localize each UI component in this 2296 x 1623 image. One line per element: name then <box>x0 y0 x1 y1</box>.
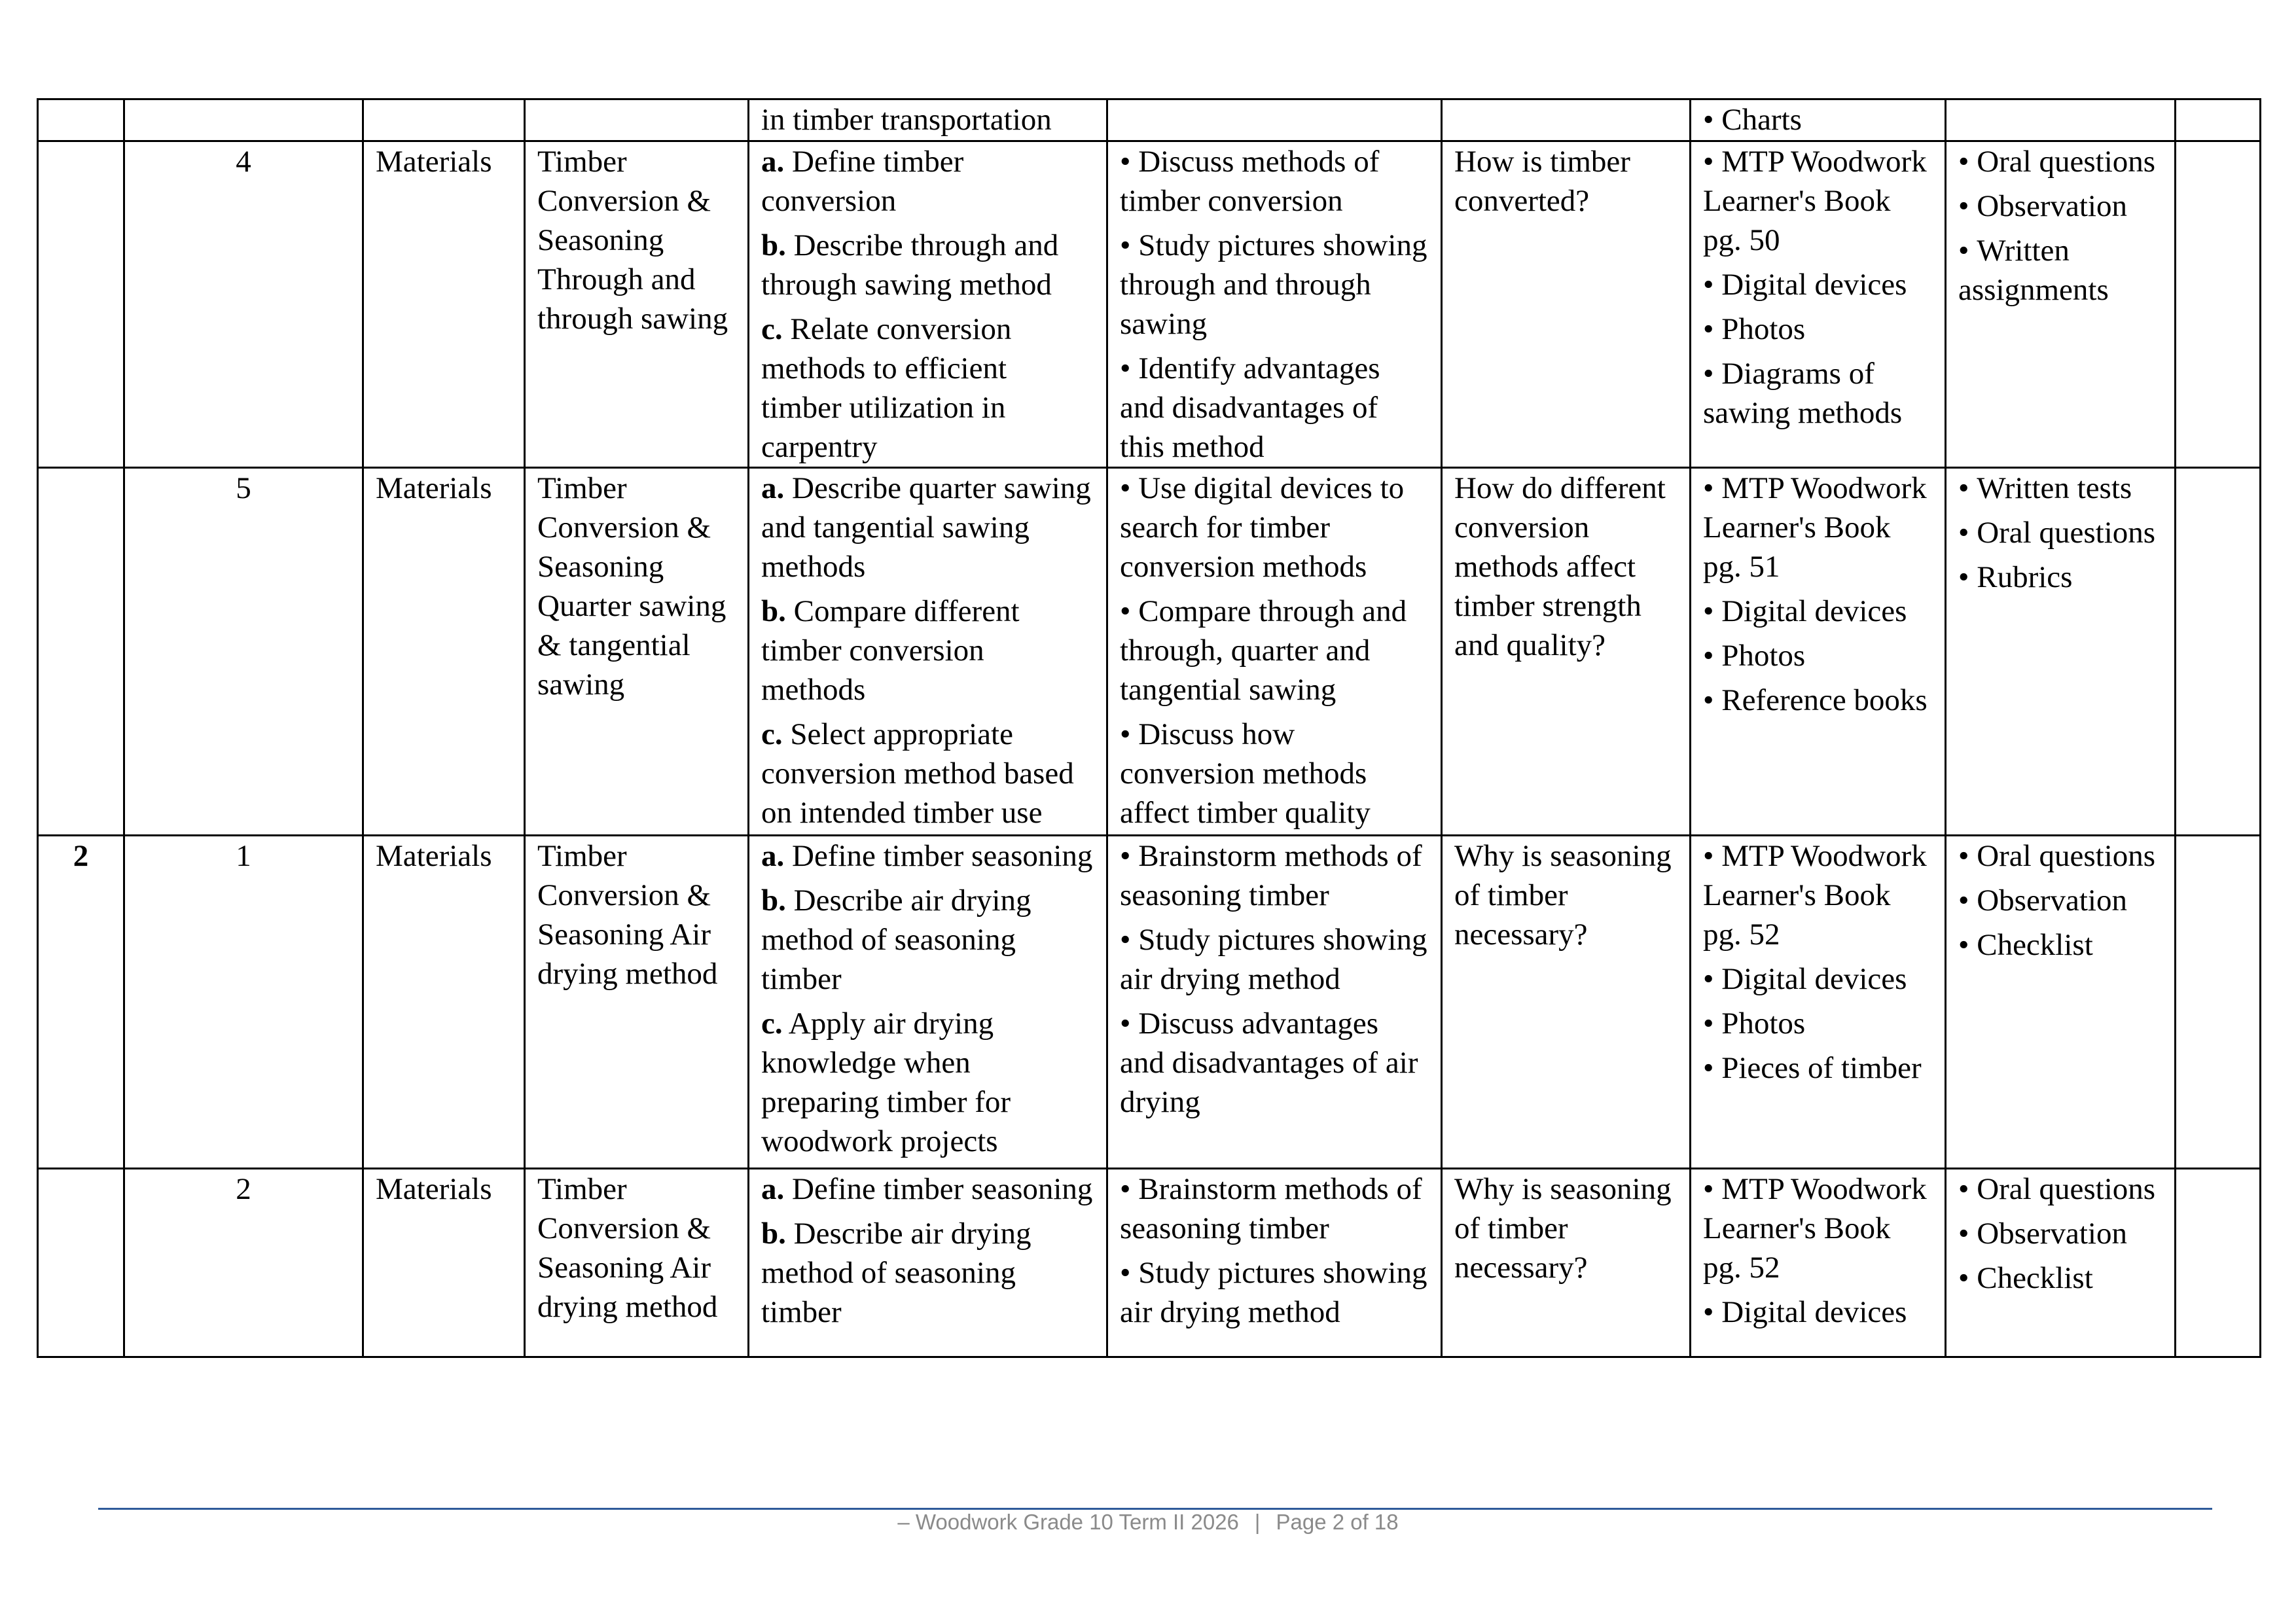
learning-resources-item: • Reference books <box>1703 681 1933 720</box>
strand-cell: Materials <box>363 141 525 468</box>
outcome-text: Describe air drying method of seasoning timber <box>761 883 1031 996</box>
learning-outcomes-cell <box>749 468 1107 836</box>
outcome-label: a. <box>761 839 785 873</box>
learning-outcome <box>761 1169 1094 1209</box>
assessment-item: • Observation <box>1958 1214 2162 1253</box>
learning-activities-item: • Compare through and through, quarter and tangential sawing <box>1120 592 1429 709</box>
lesson-cell: 4 <box>124 141 363 468</box>
learning-resources-item: • Photos <box>1703 310 1933 349</box>
week-cell <box>38 468 124 836</box>
learning-outcome <box>761 1214 1094 1332</box>
strand-cell: Materials <box>363 1169 525 1357</box>
learning-outcome <box>761 715 1094 832</box>
outcome-label: c. <box>761 1007 783 1041</box>
assessment-item: • Written tests <box>1958 469 2162 508</box>
learning-activities-cell <box>1107 1169 1442 1357</box>
assessment-item: • Rubrics <box>1958 558 2162 597</box>
footer-title: – Woodwork Grade 10 Term II 2026 <box>897 1510 1239 1534</box>
outcome-text: Define timber conversion <box>761 145 964 218</box>
key-inquiry-cell <box>1442 99 1691 141</box>
table-body <box>38 99 2261 1357</box>
table-row <box>38 99 2261 141</box>
learning-resources-item: • MTP Woodwork Learner's Book pg. 50 <box>1703 142 1933 260</box>
learning-resources-cell <box>1691 468 1946 836</box>
assessment-item: • Written assignments <box>1958 231 2162 310</box>
lesson-cell: 2 <box>124 1169 363 1357</box>
assessment-cell <box>1946 836 2176 1169</box>
strand-cell: Materials <box>363 468 525 836</box>
strand-cell <box>363 99 525 141</box>
learning-resources-item: • Diagrams of sawing methods <box>1703 354 1933 433</box>
footer-page-number: Page 2 of 18 <box>1276 1510 1399 1534</box>
learning-activities-item: • Study pictures showing through and through sawing <box>1120 226 1429 344</box>
lesson-cell: 1 <box>124 836 363 1169</box>
outcome-label: b. <box>761 883 786 918</box>
learning-activities-item: • Identify advantages and disadvantages of this method <box>1120 349 1429 467</box>
assessment-item: • Oral questions <box>1958 142 2162 181</box>
week-cell <box>38 141 124 468</box>
sub-strand-cell: Timber Conversion & Seasoning Air drying method <box>525 836 749 1169</box>
learning-resources-item: • MTP Woodwork Learner's Book pg. 52 <box>1703 836 1933 954</box>
outcome-text: Describe air drying method of seasoning timber <box>761 1217 1031 1329</box>
outcome-text: Select appropriate conversion method based on intended timber use <box>761 717 1074 830</box>
week-cell: 2 <box>38 836 124 1169</box>
learning-resources-item: • Digital devices <box>1703 265 1933 304</box>
learning-outcomes-cell <box>749 1169 1107 1357</box>
learning-activities-item: • Brainstorm methods of seasoning timber <box>1120 1169 1429 1248</box>
learning-activities-item: • Study pictures showing air drying method <box>1120 1253 1429 1332</box>
sub-strand-cell <box>525 99 749 141</box>
assessment-item: • Observation <box>1958 187 2162 226</box>
footer-separator: | <box>1254 1510 1261 1534</box>
learning-outcome <box>761 592 1094 709</box>
learning-activities-item: • Use digital devices to search for timber conversion methods <box>1120 469 1429 586</box>
outcome-text: Describe through and through sawing method <box>761 228 1059 302</box>
learning-resources-cell <box>1691 1169 1946 1357</box>
outcome-label: b. <box>761 594 786 628</box>
assessment-item: • Oral questions <box>1958 836 2162 876</box>
learning-resources-cell <box>1691 141 1946 468</box>
reflection-cell <box>2176 99 2261 141</box>
learning-resources-item: • Photos <box>1703 1004 1933 1043</box>
learning-activities-item: • Discuss how conversion methods affect timber quality <box>1120 715 1429 832</box>
learning-activities-cell <box>1107 468 1442 836</box>
learning-outcome <box>761 836 1094 876</box>
outcome-text: in timber transportation <box>761 103 1052 137</box>
outcome-text: Define timber seasoning <box>792 839 1093 873</box>
reflection-cell <box>2176 141 2261 468</box>
assessment-item: • Observation <box>1958 881 2162 920</box>
week-cell <box>38 1169 124 1357</box>
sub-strand-cell: Timber Conversion & Seasoning Quarter sawing & tangential sawing <box>525 468 749 836</box>
outcome-text: Apply air drying knowledge when preparing timber for woodwork projects <box>761 1007 1011 1158</box>
assessment-cell <box>1946 141 2176 468</box>
learning-outcomes-cell <box>749 99 1107 141</box>
learning-outcomes-cell <box>749 141 1107 468</box>
outcome-text: Relate conversion methods to efficient timber utilization in carpentry <box>761 312 1012 464</box>
learning-activities-item: • Discuss methods of timber conversion <box>1120 142 1429 221</box>
learning-outcome <box>761 469 1094 586</box>
outcome-text: Describe quarter sawing and tangential sawing methods <box>761 471 1091 584</box>
outcome-text: Define timber seasoning <box>792 1172 1093 1206</box>
learning-outcome <box>761 142 1094 221</box>
learning-outcome <box>761 1004 1094 1161</box>
table-row <box>38 836 2261 1169</box>
assessment-cell <box>1946 99 2176 141</box>
lesson-cell <box>124 99 363 141</box>
learning-outcome <box>761 100 1094 139</box>
scheme-of-work-table <box>37 98 2261 1358</box>
strand-cell: Materials <box>363 836 525 1169</box>
assessment-item: • Checklist <box>1958 1258 2162 1298</box>
lesson-cell: 5 <box>124 468 363 836</box>
reflection-cell <box>2176 836 2261 1169</box>
learning-resources-item: • Digital devices <box>1703 1293 1933 1332</box>
assessment-item: • Oral questions <box>1958 513 2162 552</box>
learning-outcome <box>761 310 1094 467</box>
learning-activities-cell <box>1107 836 1442 1169</box>
sub-strand-cell: Timber Conversion & Seasoning Through and through sawing <box>525 141 749 468</box>
outcome-label: b. <box>761 228 786 262</box>
learning-activities-item: • Brainstorm methods of seasoning timber <box>1120 836 1429 915</box>
outcome-label: a. <box>761 471 785 505</box>
key-inquiry-cell: How is timber converted? <box>1442 141 1691 468</box>
learning-activities-cell <box>1107 99 1442 141</box>
reflection-cell <box>2176 1169 2261 1357</box>
learning-resources-item: • Charts <box>1703 100 1933 139</box>
outcome-text: Compare different timber conversion methods <box>761 594 1020 707</box>
assessment-cell <box>1946 468 2176 836</box>
outcome-label: c. <box>761 312 783 346</box>
learning-outcomes-cell <box>749 836 1107 1169</box>
learning-resources-cell <box>1691 836 1946 1169</box>
table-row <box>38 1169 2261 1357</box>
learning-resources-item: • MTP Woodwork Learner's Book pg. 52 <box>1703 1169 1933 1287</box>
assessment-item: • Checklist <box>1958 925 2162 965</box>
table-row <box>38 468 2261 836</box>
week-cell <box>38 99 124 141</box>
page-footer <box>0 1509 2296 1535</box>
learning-outcome <box>761 881 1094 999</box>
learning-resources-item: • MTP Woodwork Learner's Book pg. 51 <box>1703 469 1933 586</box>
learning-activities-item: • Study pictures showing air drying method <box>1120 920 1429 999</box>
learning-resources-item: • Pieces of timber <box>1703 1048 1933 1088</box>
learning-activities-item: • Discuss advantages and disadvantages of air drying <box>1120 1004 1429 1122</box>
key-inquiry-cell: Why is seasoning of timber necessary? <box>1442 1169 1691 1357</box>
assessment-cell <box>1946 1169 2176 1357</box>
sub-strand-cell: Timber Conversion & Seasoning Air drying method <box>525 1169 749 1357</box>
outcome-label: a. <box>761 1172 785 1206</box>
learning-resources-item: • Digital devices <box>1703 959 1933 999</box>
key-inquiry-cell: How do different conversion methods affect timber strength and quality? <box>1442 468 1691 836</box>
outcome-label: b. <box>761 1217 786 1251</box>
outcome-label: c. <box>761 717 783 751</box>
learning-resources-item: • Digital devices <box>1703 592 1933 631</box>
learning-outcome <box>761 226 1094 304</box>
reflection-cell <box>2176 468 2261 836</box>
learning-resources-cell <box>1691 99 1946 141</box>
table-row <box>38 141 2261 468</box>
assessment-item: • Oral questions <box>1958 1169 2162 1209</box>
outcome-label: a. <box>761 145 785 179</box>
key-inquiry-cell: Why is seasoning of timber necessary? <box>1442 836 1691 1169</box>
learning-activities-cell <box>1107 141 1442 468</box>
learning-resources-item: • Photos <box>1703 636 1933 675</box>
